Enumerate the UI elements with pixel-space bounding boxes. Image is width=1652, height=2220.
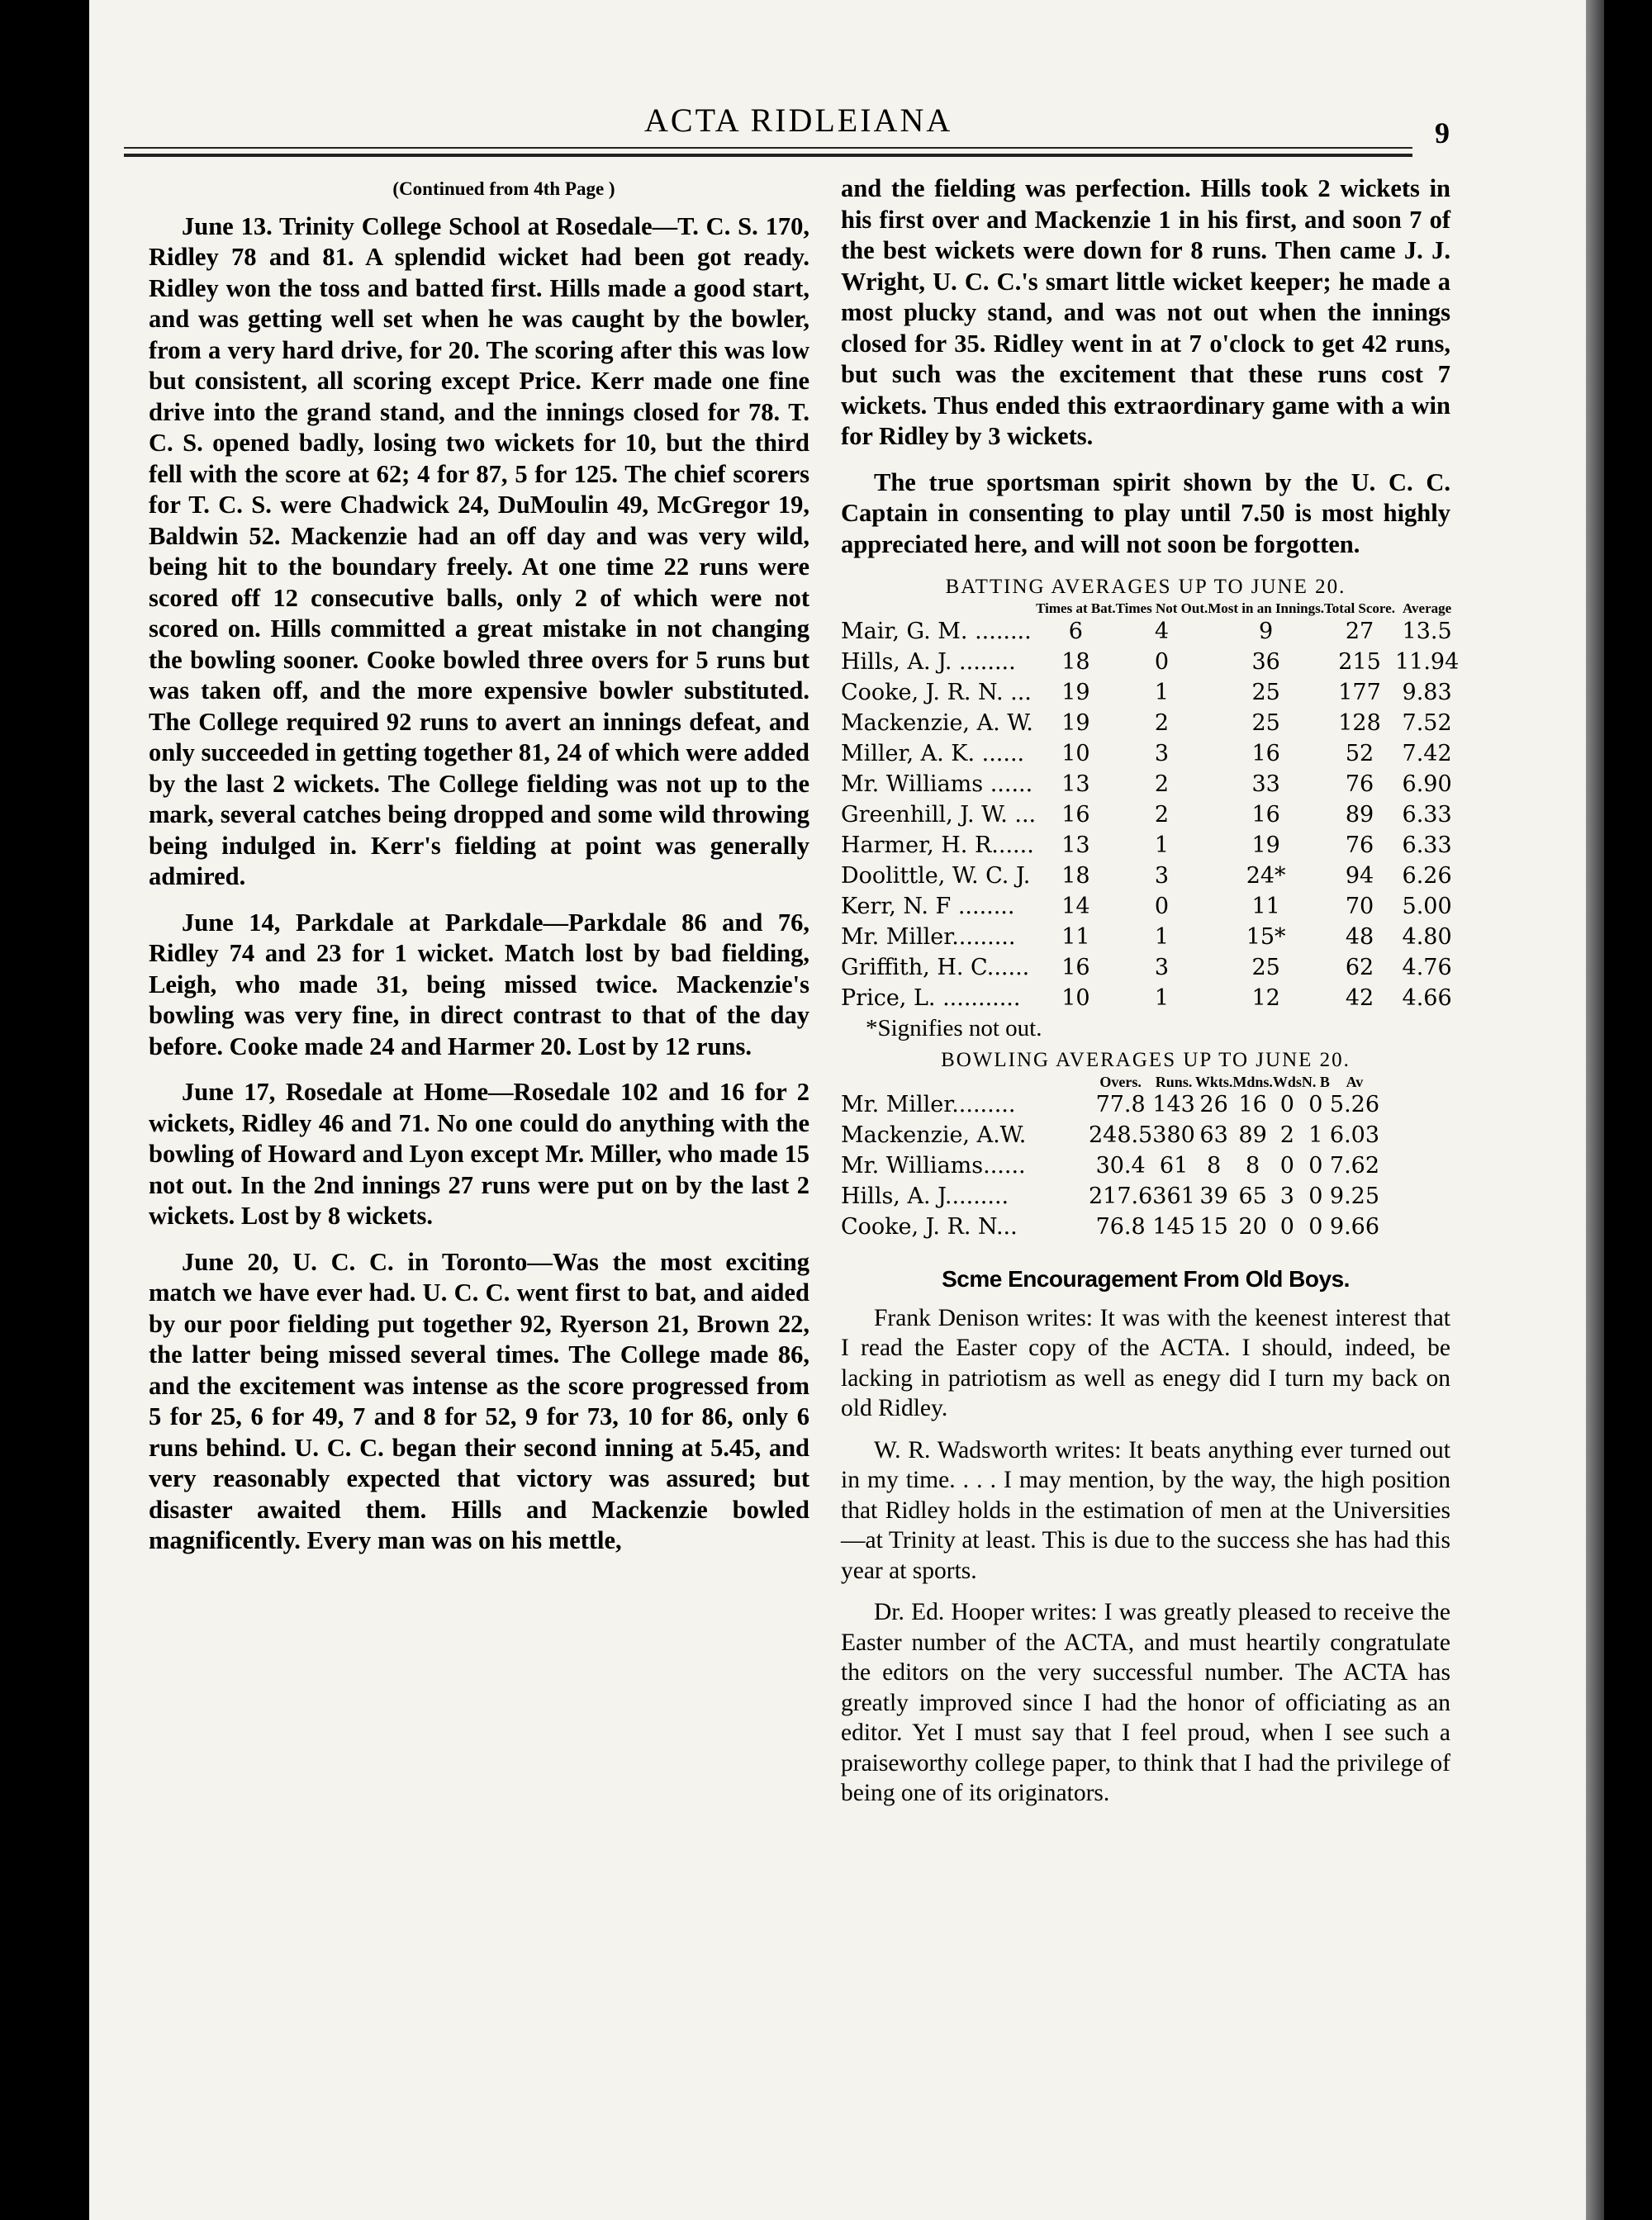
stat-cell: 248.5 [1089, 1122, 1153, 1148]
stat-cell: 65 [1238, 1184, 1267, 1209]
match-report-june-13: June 13. Trinity College School at Rosedale—T. C. S. 170, Ridley 78 and 81. A splendid wicket had been got ready. Ridley won the toss and batted first. Hills made a good start, and was getting well set when he was caught by the bowler, from a very hard drive, for 20. The scoring after this was low but consistent, all scoring except Price. Kerr made one fine drive into the grand stand, and the innings closed for 78. T. C. S. opened badly, losing two wickets for 10, but the third fell with the score at 62; 4 for 87, 5 for 125. The chief scorers for T. C. S. were Chadwick 24, DuMoulin 49, McGregor 19, Baldwin 52. Mackenzie had an off day and was very wild, being hit to the boundary freely. At one time 22 runs were scored off 12 consecutive balls, only 2 of which were not scored on. Hills committed a great mistake in not changing the bowling sooner. Cooke bowled three overs for 5 runs but was taken off, and the more expensive bowler substituted. The College required 92 runs to avert an innings defeat, and only succeeded in getting together 81, 24 of which were added by the last 2 wickets. The College fielding was not up to the mark, several catches being dropped and some wild throwing being indulged in. Kerr's fielding at point was generally admired. [149, 211, 809, 890]
letter-hooper: Dr. Ed. Hooper writes: I was greatly pleased to receive the Easter number of the ACTA, and must heartily congratulate the editors on the very successful number. The ACTA has greatly improved since I had the honor of officiating as an editor. Yet I must say that I feel proud, when I see such a praiseworthy college paper, to think that I had the privilege of being one of its originators. [841, 1599, 1450, 1806]
encouragement-heading: Scme Encouragement From Old Boys. [942, 1266, 1350, 1292]
stat-cell: 0 [1154, 894, 1170, 919]
stat-cell: 76 [1345, 832, 1374, 858]
batting-header-row [841, 601, 1459, 616]
stat-cell: 39 [1199, 1184, 1228, 1209]
batting-table [841, 601, 1459, 1013]
stat-cell: 33 [1251, 771, 1280, 797]
batting-row [841, 922, 1459, 952]
stat-cell: 9.25 [1329, 1184, 1380, 1209]
stat-cell: 2 [1279, 1122, 1294, 1148]
stat-cell: 0 [1279, 1153, 1294, 1179]
batting-row [841, 799, 1459, 830]
match-report-june-17: June 17, Rosedale at Home—Rosedale 102 and 16 for 2 wickets, Ridley 46 and 71. No one could do anything with the bowling of Howard and Lyon except Mr. Miller, who made 15 not out. In the 2nd innings 27 runs were put on by the last 2 wickets. Lost by 8 wickets. [149, 1078, 809, 1230]
player-name: Mair, G. M. ........ [841, 619, 1032, 644]
stat-cell: 77.8 [1095, 1092, 1146, 1117]
stat-cell: 6.90 [1402, 771, 1452, 797]
batting-header: Times Not Out. [1115, 600, 1208, 616]
stat-cell: 6.33 [1402, 832, 1452, 858]
stat-cell: 6.03 [1329, 1122, 1380, 1148]
stat-cell: 94 [1345, 863, 1374, 889]
bowling-header: Wds [1272, 1074, 1302, 1090]
bowling-title: BOWLING AVERAGES UP TO JUNE 20. [941, 1049, 1351, 1071]
stat-cell: 1 [1154, 680, 1170, 705]
player-name: Harmer, H. R...... [841, 832, 1034, 858]
match-report-june-14: June 14, Parkdale at Parkdale—Parkdale 86 and 76, Ridley 74 and 23 for 1 wicket. Match lost by bad fielding, Leigh, who made 31, being missed twice. Mackenzie's bowling was very fine, in direct contrast to that of the day before. Cooke made 24 and Harmer 20. Lost by 12 runs. [149, 908, 809, 1060]
stat-cell: 48 [1345, 924, 1374, 950]
bowling-row [841, 1212, 1379, 1242]
player-name: Hills, A. J. ........ [841, 649, 1016, 675]
player-name: Mr. Miller......... [841, 924, 1016, 950]
letter-wadsworth: W. R. Wadsworth writes: It beats anything ever turned out in my time. . . . I may mention, by the way, the high position that Ridley holds in the estimation of men at the Universities—at Trinity at least. This is due to the success she has had this year at sports. [841, 1436, 1450, 1584]
stat-cell: 3 [1154, 741, 1170, 766]
player-name: Doolittle, W. C. J. [841, 863, 1031, 889]
stat-cell: 177 [1338, 680, 1381, 705]
bowling-header: Av [1346, 1074, 1364, 1090]
stat-cell: 4 [1154, 619, 1170, 644]
stat-cell: 76 [1345, 771, 1374, 797]
player-name: Mr. Williams...... [841, 1153, 1026, 1179]
stat-cell: 7.62 [1329, 1153, 1380, 1179]
stat-cell: 1 [1308, 1122, 1323, 1148]
batting-header: Most in an Innings. [1208, 600, 1325, 616]
bowling-header: N. B [1301, 1074, 1330, 1090]
bowling-table [841, 1074, 1379, 1242]
stat-cell: 20 [1238, 1214, 1267, 1240]
player-name: Mr. Miller......... [841, 1092, 1016, 1117]
stat-cell: 0 [1308, 1214, 1323, 1240]
stat-cell: 15 [1199, 1214, 1228, 1240]
stat-cell: 9.83 [1402, 680, 1452, 705]
batting-row [841, 952, 1459, 983]
stat-cell: 25 [1251, 955, 1280, 980]
bowling-header: Overs. [1099, 1074, 1142, 1090]
stat-cell: 25 [1251, 710, 1280, 736]
stat-cell: 30.4 [1095, 1153, 1146, 1179]
player-name: Price, L. ........... [841, 985, 1021, 1011]
page-edge [1586, 0, 1604, 2220]
stat-cell: 7.42 [1402, 741, 1452, 766]
letter-denison: Frank Denison writes: It was with the keenest interest that I read the Easter copy of the ACTA. I should, indeed, be lacking in patriotism as well as enegy did I turn my back on old Ridley. [841, 1304, 1450, 1421]
stat-cell: 5.00 [1402, 894, 1452, 919]
stat-cell: 0 [1279, 1092, 1294, 1117]
stat-cell: 12 [1251, 985, 1280, 1011]
player-name: Kerr, N. F ........ [841, 894, 1015, 919]
stat-cell: 16 [1251, 802, 1280, 828]
player-name: Mackenzie, A. W. [841, 710, 1033, 736]
stat-cell: 76.8 [1095, 1214, 1146, 1240]
bowling-header: Runs. [1155, 1074, 1193, 1090]
player-name: Cooke, J. R. N... [841, 1214, 1018, 1240]
bowling-header-row [841, 1074, 1379, 1089]
bowling-header-blank [841, 1074, 1089, 1089]
bowling-row [841, 1120, 1379, 1150]
stat-cell: 11 [1061, 924, 1090, 950]
stat-cell: 42 [1345, 985, 1374, 1011]
stat-cell: 11.94 [1394, 649, 1460, 675]
batting-row [841, 677, 1459, 708]
stat-cell: 36 [1251, 649, 1280, 675]
stat-cell: 215 [1338, 649, 1381, 675]
stat-cell: 2 [1154, 802, 1170, 828]
stat-cell: 0 [1279, 1214, 1294, 1240]
stat-cell: 13 [1061, 771, 1090, 797]
stat-cell: 27 [1345, 619, 1374, 644]
player-name: Mr. Williams ...... [841, 771, 1033, 797]
stat-cell: 25 [1251, 680, 1280, 705]
stat-cell: 3 [1279, 1184, 1294, 1209]
stat-cell: 89 [1345, 802, 1374, 828]
stat-cell: 10 [1061, 985, 1090, 1011]
stat-cell: 1 [1154, 924, 1170, 950]
bowling-row [841, 1089, 1379, 1120]
stat-cell: 0 [1308, 1184, 1323, 1209]
player-name: Cooke, J. R. N. ... [841, 680, 1032, 705]
player-name: Miller, A. K. ...... [841, 741, 1025, 766]
right-column [841, 173, 1460, 1820]
bowling-row [841, 1181, 1379, 1212]
left-column [149, 173, 809, 1572]
continued-note: (Continued from 4th Page ) [392, 178, 615, 199]
batting-row [841, 738, 1459, 769]
batting-row [841, 647, 1459, 677]
player-name: Greenhill, J. W. ... [841, 802, 1037, 828]
batting-row [841, 708, 1459, 738]
stat-cell: 8 [1246, 1153, 1260, 1179]
page-number: 9 [1435, 116, 1450, 149]
stat-cell: 0 [1154, 649, 1170, 675]
stat-cell: 5.26 [1329, 1092, 1380, 1117]
batting-row [841, 830, 1459, 861]
match-report-june-20: June 20, U. C. C. in Toronto—Was the most exciting match we have ever had. U. C. C. went first to bat, and aided by our poor fielding put together 92, Ryerson 21, Brown 22, the latter being missed several times. The College made 86, and the excitement was intense as the score progressed from 5 for 25, 6 for 49, 7 and 8 for 52, 9 for 73, 10 for 86, only 6 runs behind. U. C. C. began their second inning at 5.45, and very reasonably expected that victory was assured; but disaster awaited them. Hills and Mackenzie bowled magnificently. Every man was on his mettle, [149, 1247, 809, 1554]
stat-cell: 4.80 [1402, 924, 1452, 950]
bowling-body [841, 1089, 1379, 1242]
stat-cell: 16 [1061, 955, 1090, 980]
batting-row [841, 616, 1459, 647]
stat-cell: 2 [1154, 710, 1170, 736]
not-out-note: *Signifies not out. [866, 1015, 1042, 1041]
stat-cell: 1 [1154, 832, 1170, 858]
stat-cell: 16 [1251, 741, 1280, 766]
batting-header: Total Score. [1324, 600, 1395, 616]
stat-cell: 2 [1154, 771, 1170, 797]
bowling-row [841, 1150, 1379, 1181]
stat-cell: 52 [1345, 741, 1374, 766]
stat-cell: 18 [1061, 863, 1090, 889]
stat-cell: 0 [1308, 1153, 1323, 1179]
stat-cell: 16 [1238, 1092, 1267, 1117]
stat-cell: 63 [1199, 1122, 1228, 1148]
stat-cell: 62 [1345, 955, 1374, 980]
stat-cell: 9.66 [1329, 1214, 1380, 1240]
stat-cell: 6.33 [1402, 802, 1452, 828]
stat-cell: 6.26 [1402, 863, 1452, 889]
batting-header-blank [841, 601, 1036, 616]
stat-cell: 1 [1154, 985, 1170, 1011]
stat-cell: 3 [1154, 955, 1170, 980]
batting-row [841, 769, 1459, 799]
stat-cell: 6 [1068, 619, 1083, 644]
stat-cell: 9 [1259, 619, 1274, 644]
stat-cell: 145 [1152, 1214, 1195, 1240]
stat-cell: 10 [1061, 741, 1090, 766]
bowling-header: Mdns. [1232, 1074, 1273, 1090]
stat-cell: 8 [1207, 1153, 1222, 1179]
bowling-header: Wkts. [1194, 1074, 1233, 1090]
stat-cell: 19 [1061, 680, 1090, 705]
stat-cell: 3 [1154, 863, 1170, 889]
stat-cell: 7.52 [1402, 710, 1452, 736]
player-name: Griffith, H. C...... [841, 955, 1030, 980]
stat-cell: 4.66 [1402, 985, 1452, 1011]
stat-cell: 11 [1251, 894, 1280, 919]
batting-row [841, 983, 1459, 1013]
batting-row [841, 861, 1459, 891]
match-report-continuation: and the fielding was perfection. Hills took 2 wickets in his first over and Mackenzie 1 in his first, and soon 7 of the best wickets were down for 8 runs. Then came J. J. Wright, U. C. C.'s smart little wicket keeper; he made a most plucky stand, and was not out when the innings closed for 35. Ridley went in at 7 o'clock to get 42 runs, but such was the excitement that these runs cost 7 wickets. Thus ended this extraordinary game with a win for Ridley by 3 wickets. [841, 174, 1450, 450]
stat-cell: 13 [1061, 832, 1090, 858]
batting-header: Times at Bat. [1036, 600, 1116, 616]
stat-cell: 26 [1199, 1092, 1228, 1117]
batting-header: Average [1403, 600, 1452, 616]
stat-cell: 61 [1159, 1153, 1189, 1179]
stat-cell: 13.5 [1402, 619, 1452, 644]
stat-cell: 217.6 [1089, 1184, 1153, 1209]
player-name: Hills, A. J......... [841, 1184, 1009, 1209]
player-name: Mackenzie, A.W. [841, 1122, 1027, 1148]
running-head: ACTA RIDLEIANA [644, 102, 953, 139]
stat-cell: 89 [1238, 1122, 1267, 1148]
stat-cell: 15* [1246, 924, 1286, 950]
sportsman-paragraph: The true sportsman spirit shown by the U. C. C. Captain in consenting to play until 7.50 is most highly appreciated here, and will not soon be forgotten. [841, 467, 1450, 558]
stat-cell: 24* [1246, 863, 1286, 889]
batting-row [841, 891, 1459, 922]
stat-cell: 128 [1338, 710, 1381, 736]
stat-cell: 70 [1345, 894, 1374, 919]
stat-cell: 19 [1061, 710, 1090, 736]
stat-cell: 380 [1152, 1122, 1195, 1148]
header-rule-double [124, 154, 1412, 157]
stat-cell: 19 [1251, 832, 1280, 858]
stat-cell: 16 [1061, 802, 1090, 828]
stat-cell: 14 [1061, 894, 1090, 919]
stat-cell: 0 [1308, 1092, 1323, 1117]
stat-cell: 4.76 [1402, 955, 1452, 980]
stat-cell: 143 [1152, 1092, 1195, 1117]
stat-cell: 361 [1152, 1184, 1195, 1209]
header-rule [124, 147, 1412, 149]
stat-cell: 18 [1061, 649, 1090, 675]
batting-title: BATTING AVERAGES UP TO JUNE 20. [945, 576, 1346, 598]
batting-body [841, 616, 1459, 1013]
